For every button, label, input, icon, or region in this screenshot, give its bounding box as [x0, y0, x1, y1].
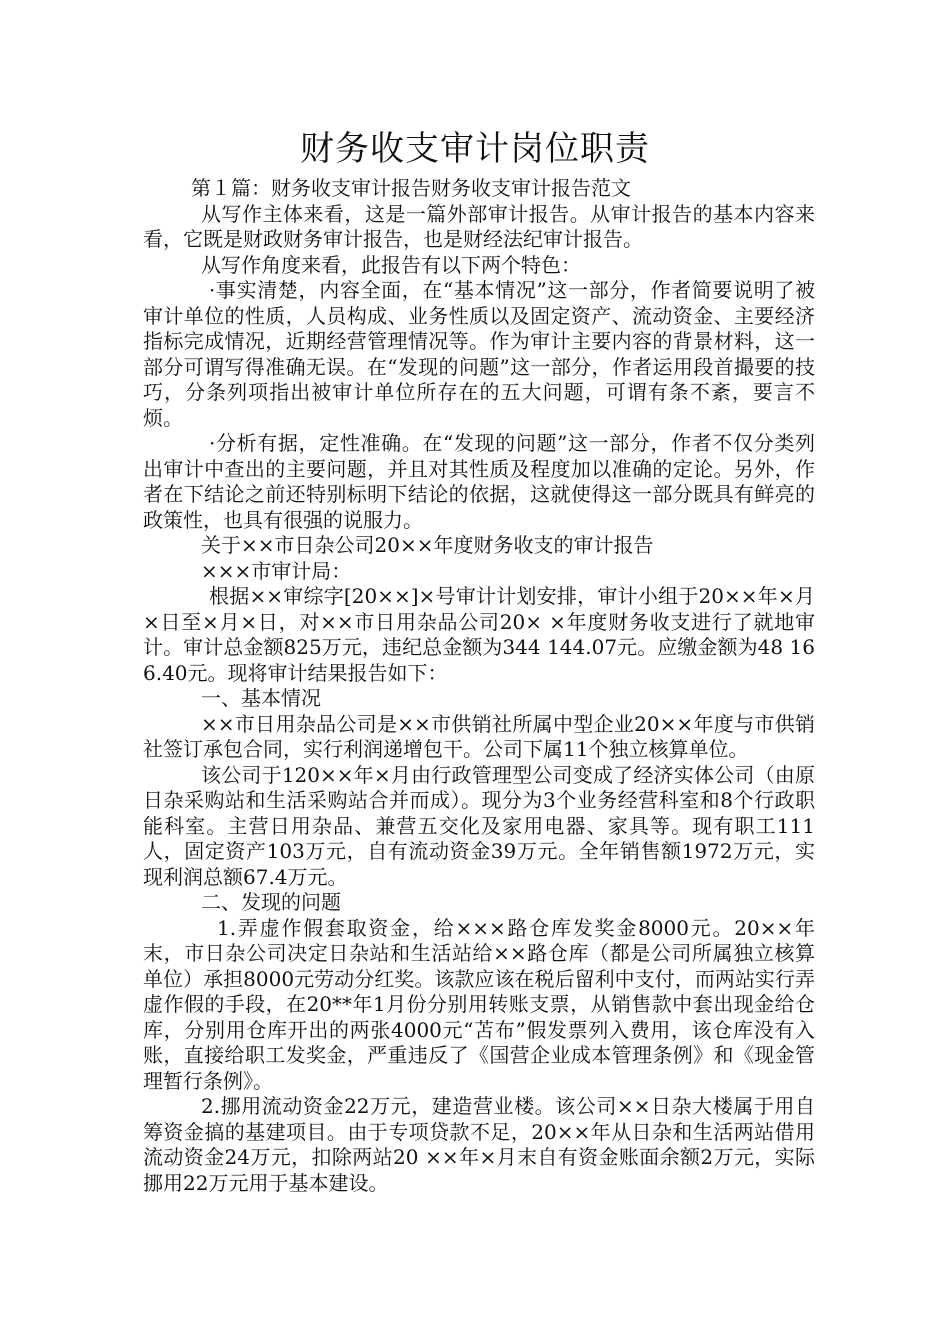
section-heading: 一、基本情况	[201, 686, 321, 710]
document-title: 财务收支审计岗位职责	[300, 129, 650, 169]
report-title: 关于××市日杂公司20××年度财务收支的审计报告	[201, 533, 654, 557]
paragraph: ××市日用杂品公司是××市供销社所属中型企业20××年度与市供销社签订承包合同，实行利润递增包干。公司下属11个独立核算单位。	[143, 711, 815, 761]
report-addressee: ×××市审计局：	[201, 558, 352, 583]
bullet-paragraph: ·分析有据，定性准确。在“发现的问题”这一部分，作者不仅分类列出审计中查出的主要问题，并且对其性质及程度加以准确的定论。另外，作者在下结论之前还特别标明下结论的依据，这就使得这一部分既具有鲜亮的政策性，也具有很强的说服力。	[143, 431, 815, 532]
paragraph: 根据××审综字[20××]×号审计计划安排，审计小组于20××年×月×日至×月×日，对××市日用杂品公司20× ×年度财务收支进行了就地审计。审计总金额825万元，违纪总金额为344 144.07元。应缴金额为48 166.40元。现将审计结果报告如下：	[143, 584, 815, 685]
paragraph: 1.弄虚作假套取资金，给×××路仓库发奖金8000元。20××年末，市日杂公司决定日杂站和生活站给××路仓库（都是公司所属独立核算单位）承担8000元劳动分红奖。该款应该在税后留利中支付，而两站实行弄虚作假的手段，在20**年1月份分别用转账支票，从销售款中套出现金给仓库，分别用仓库开出的两张4000元“苫布”假发票列入费用，该仓库没有入账，直接给职工发奖金，严重违反了《国营企业成本管理条例》和《现金管理暂行条例》。	[143, 915, 815, 1093]
section-heading: 二、发现的问题	[201, 890, 341, 914]
document-body	[143, 176, 815, 1196]
section-heading: 第１篇：财务收支审计报告财务收支审计报告范文	[191, 176, 631, 200]
paragraph: 从写作主体来看，这是一篇外部审计报告。从审计报告的基本内容来看，它既是财政财务审计报告，也是财经法纪审计报告。	[143, 201, 815, 251]
paragraph: 该公司于120××年×月由行政管理型公司变成了经济实体公司（由原日杂采购站和生活采购站合并而成）。现分为3个业务经营科室和8个行政职能科室。主营日用杂品、兼营五交化及家用电器、家具等。现有职工111人，固定资产103万元，自有流动资金39万元。全年销售额1972万元，实现利润总额67.4万元。	[143, 762, 815, 889]
paragraph: 从写作角度来看，此报告有以下两个特色：	[201, 252, 581, 277]
bullet-paragraph: ·事实清楚，内容全面，在“基本情况”这一部分，作者简要说明了被审计单位的性质，人员构成、业务性质以及固定资产、流动资金、主要经济指标完成情况，近期经营管理情况等。作为审计主要内容的背景材料，这一部分可谓写得准确无误。在“发现的问题”这一部分，作者运用段首撮要的技巧，分条列项指出被审计单位所存在的五大问题，可谓有条不紊，要言不烦。	[143, 278, 815, 430]
paragraph: 2.挪用流动资金22万元，建造营业楼。该公司××日杂大楼属于用自筹资金搞的基建项目。由于专项贷款不足，20××年从日杂和生活两站借用流动资金24万元，扣除两站20 ××年×月末自有资金账面余额2万元，实际挪用22万元用于基本建设。	[143, 1094, 815, 1195]
